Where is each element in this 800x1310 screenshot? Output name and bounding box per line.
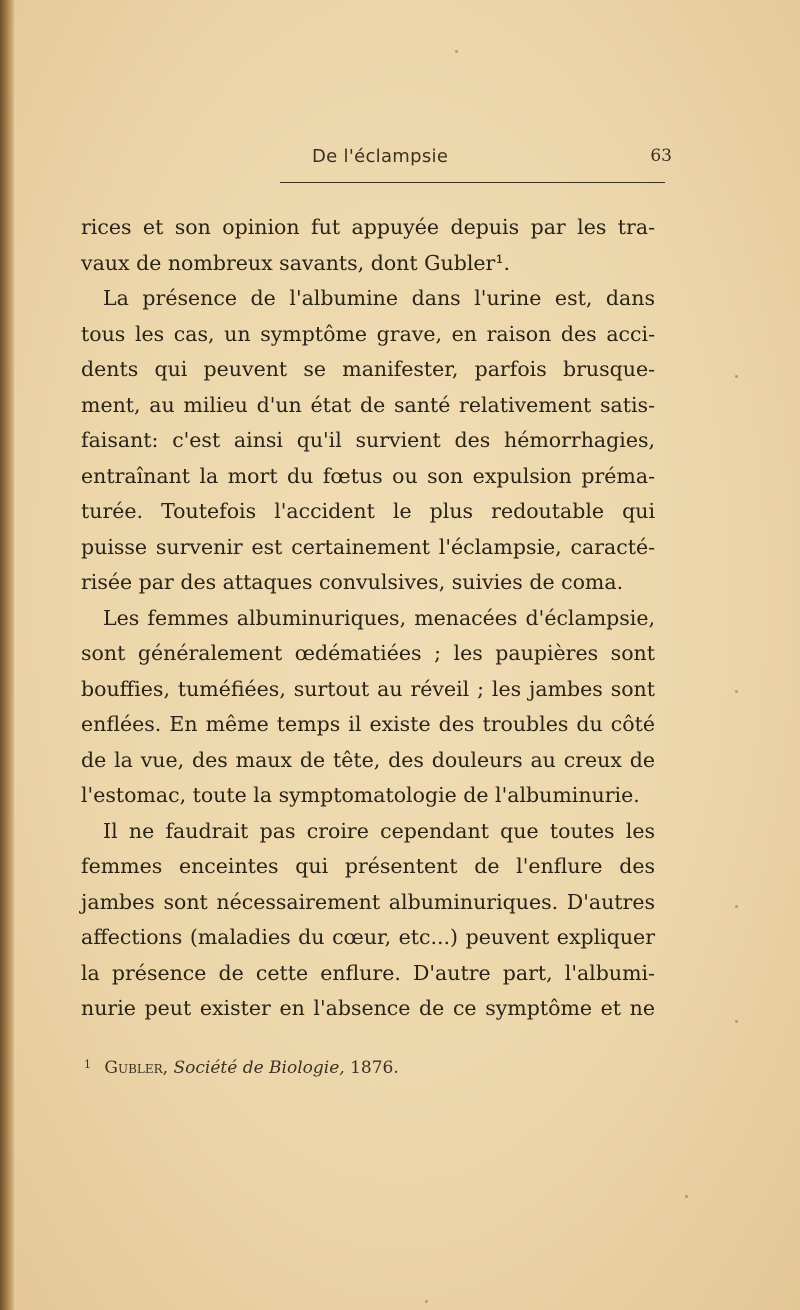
paper-speck — [735, 375, 738, 378]
text-line: turée. Toutefois l'accident le plus redoutable qui — [81, 499, 655, 523]
footnote-marker: 1 — [84, 1058, 91, 1071]
text-line: entraînant la mort du fœtus ou son expulsion préma- — [81, 463, 655, 488]
text-line: la présence de cette enflure. D'autre part, l'albumi- — [81, 960, 655, 985]
text-line: de la vue, des maux de tête, des douleurs au creux de — [81, 747, 655, 772]
running-title: De l'éclampsie — [312, 146, 449, 167]
footnote-title: Société de Biologie, — [173, 1058, 345, 1078]
book-spine-edge — [0, 0, 14, 1310]
header-rule — [280, 182, 665, 183]
text-line: enflées. En même temps il existe des troubles du côté — [81, 712, 655, 736]
paper-speck — [425, 1300, 428, 1303]
paper-speck — [685, 1195, 688, 1198]
text-line: faisant: c'est ainsi qu'il survient des hémorrhagies, — [81, 428, 655, 452]
footnote — [84, 1058, 684, 1078]
page-number: 63 — [650, 146, 672, 166]
text-line: risée par des attaques convulsives, suivies de coma. — [81, 570, 624, 594]
text-line: rices et son opinion fut appuyée depuis par les tra- — [81, 215, 655, 239]
text-line: jambes sont nécessairement albuminuriques. D'autres — [81, 889, 655, 914]
text-line: bouffies, tuméfiées, surtout au réveil ; les jambes sont — [81, 676, 655, 701]
page-header — [272, 144, 692, 174]
footnote-author: Gubler, — [104, 1058, 169, 1078]
text-line: tous les cas, un symptôme grave, en raison des acci- — [81, 321, 655, 346]
text-line: sont généralement œdématiées ; les paupières sont — [81, 641, 655, 665]
paper-speck — [735, 690, 738, 693]
text-line: Les femmes albuminuriques, menacées d'éclampsie, — [103, 605, 655, 630]
footnote-year: 1876. — [350, 1058, 399, 1078]
text-line: vaux de nombreux savants, dont Gubler¹. — [81, 250, 511, 275]
text-line: nurie peut exister en l'absence de ce symptôme et ne — [81, 996, 655, 1020]
paper-speck — [735, 905, 738, 908]
text-line: ment, au milieu d'un état de santé relativement satis- — [81, 392, 655, 417]
text-line: femmes enceintes qui présentent de l'enflure des — [81, 854, 655, 878]
text-line: puisse survenir est certainement l'éclampsie, caracté- — [81, 534, 655, 559]
paper-speck — [455, 50, 458, 53]
paper-speck — [735, 1020, 738, 1023]
text-line: dents qui peuvent se manifester, parfois brusque- — [81, 357, 655, 381]
text-line: l'estomac, toute la symptomatologie de l'albuminurie. — [81, 783, 640, 807]
text-line: La présence de l'albumine dans l'urine est, dans — [103, 286, 655, 310]
text-line: affections (maladies du cœur, etc...) peuvent expliquer — [81, 925, 655, 949]
text-line: Il ne faudrait pas croire cependant que toutes les — [103, 818, 655, 843]
body-text — [81, 210, 655, 1027]
